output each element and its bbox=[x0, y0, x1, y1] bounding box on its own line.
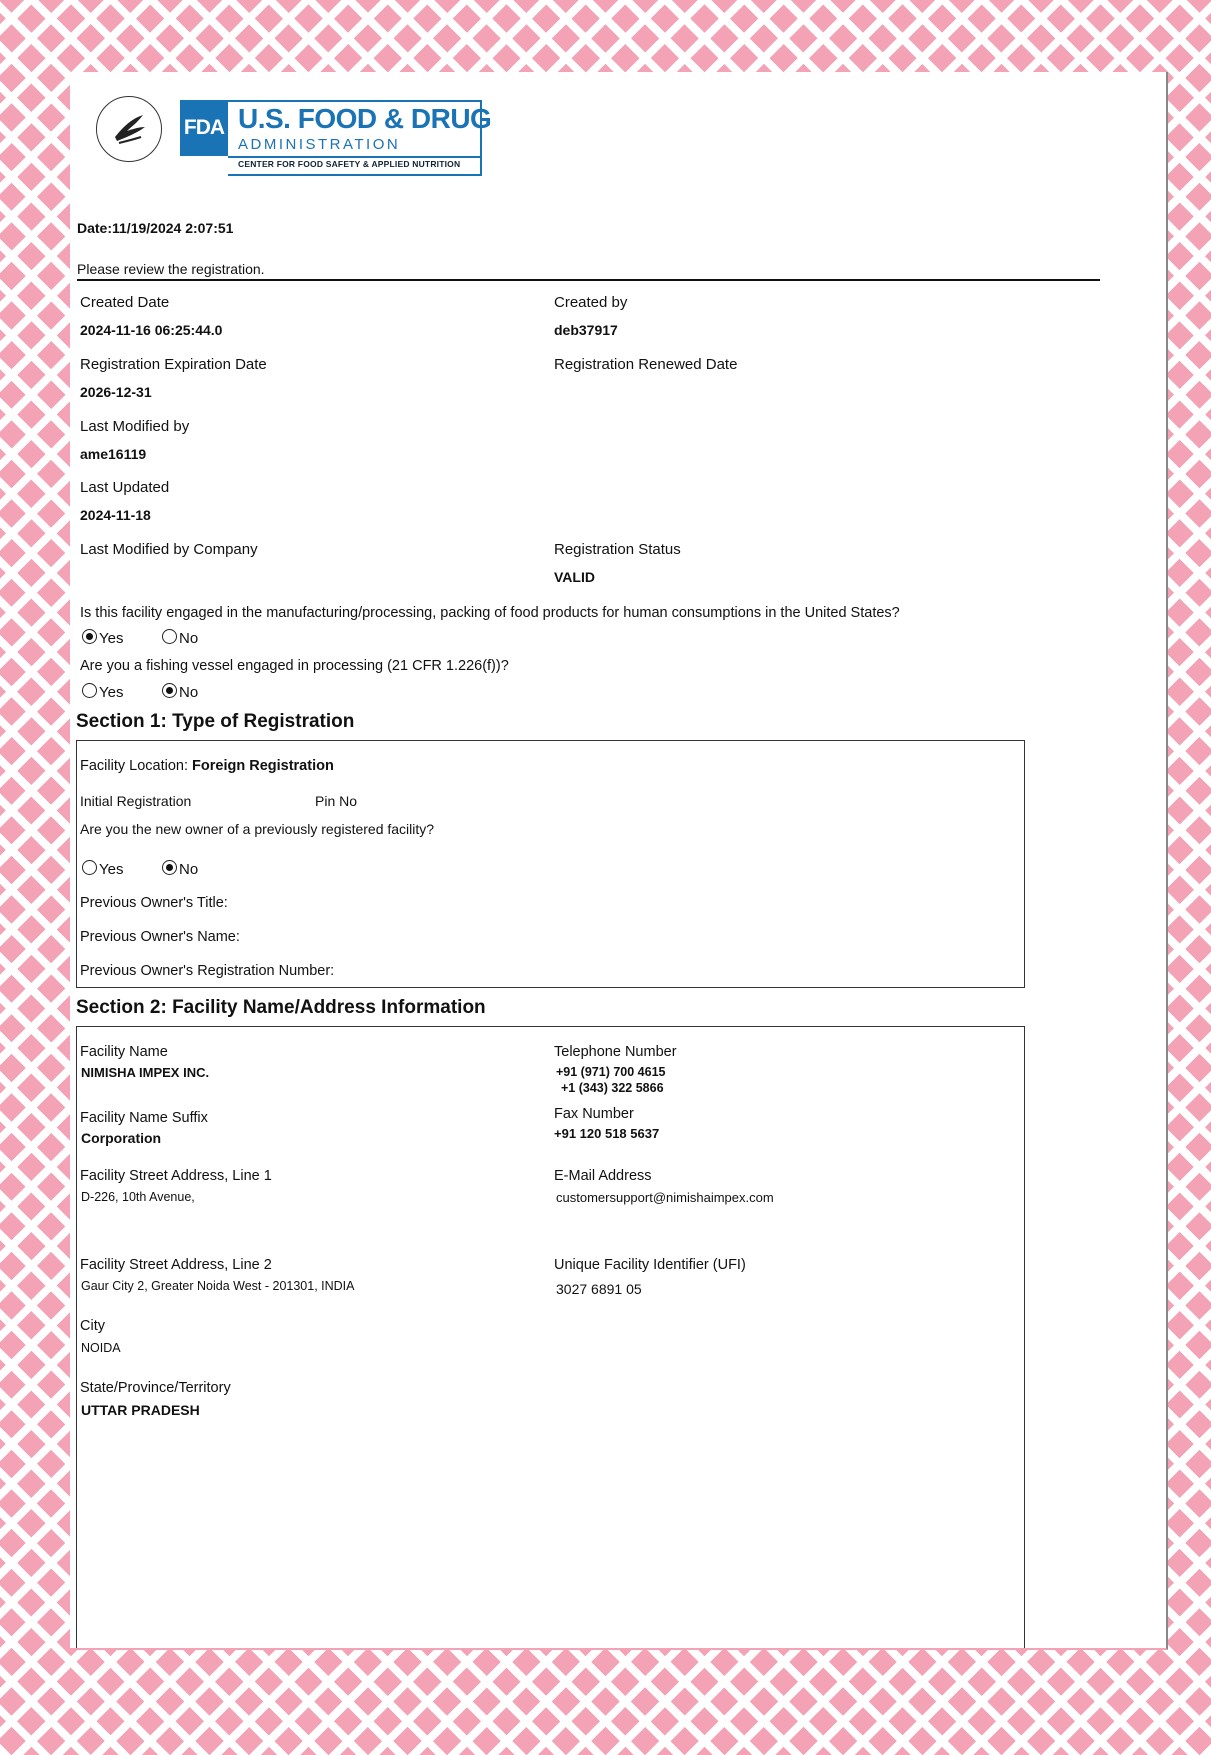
telephone-value-2: +1 (343) 322 5866 bbox=[561, 1081, 664, 1095]
email-value: customersupport@nimishaimpex.com bbox=[556, 1190, 774, 1205]
header-divider bbox=[77, 279, 1100, 281]
street2-label: Facility Street Address, Line 2 bbox=[80, 1257, 272, 1273]
status-value: VALID bbox=[554, 569, 595, 585]
fda-badge: FDA bbox=[180, 100, 228, 156]
fax-label: Fax Number bbox=[554, 1106, 634, 1122]
new-owner-question: Are you the new owner of a previously registered facility? bbox=[80, 821, 435, 837]
renewed-label: Registration Renewed Date bbox=[554, 356, 738, 373]
suffix-value: Corporation bbox=[81, 1130, 162, 1146]
radio-unchecked-icon bbox=[162, 629, 177, 644]
street2-value: Gaur City 2, Greater Noida West - 201301, INDIA bbox=[81, 1279, 355, 1293]
ufi-value: 3027 6891 05 bbox=[556, 1281, 642, 1297]
radio-checked-icon bbox=[162, 860, 177, 875]
last-updated-label: Last Updated bbox=[80, 479, 170, 496]
intro-text: Please review the registration. bbox=[77, 261, 265, 277]
ufi-label: Unique Facility Identifier (UFI) bbox=[554, 1257, 746, 1273]
street1-value: D-226, 10th Avenue, bbox=[81, 1190, 195, 1204]
city-value: NOIDA bbox=[81, 1341, 121, 1355]
last-modified-by-label: Last Modified by bbox=[80, 418, 190, 435]
initial-registration: Initial Registration bbox=[80, 793, 192, 809]
radio-checked-icon bbox=[162, 683, 177, 698]
q1-no-option[interactable] bbox=[162, 629, 198, 647]
created-by-label: Created by bbox=[554, 294, 628, 311]
q1-yes-label: Yes bbox=[99, 630, 124, 647]
prev-owner-title: Previous Owner's Title: bbox=[80, 895, 228, 911]
section2-box bbox=[76, 1026, 1025, 1650]
facility-name-value: NIMISHA IMPEX INC. bbox=[81, 1065, 210, 1080]
status-label: Registration Status bbox=[554, 541, 681, 558]
fax-value: +91 120 518 5637 bbox=[554, 1126, 660, 1141]
document-sheet bbox=[70, 72, 1168, 1650]
email-label: E-Mail Address bbox=[554, 1168, 652, 1184]
question-fishing-vessel: Are you a fishing vessel engaged in processing (21 CFR 1.226(f))? bbox=[80, 658, 509, 674]
facility-location bbox=[80, 758, 334, 774]
fda-title: U.S. FOOD & DRUG bbox=[238, 103, 492, 134]
question-human-consumption: Is this facility engaged in the manufacturing/processing, packing of food products for human consumptions in the United States? bbox=[80, 605, 900, 621]
q2-no-label: No bbox=[179, 684, 199, 701]
facility-location-value: Foreign Registration bbox=[192, 758, 334, 774]
pin-no: Pin No bbox=[315, 793, 358, 809]
q1-yes-option[interactable] bbox=[82, 629, 123, 647]
q1-no-label: No bbox=[179, 630, 199, 647]
radio-unchecked-icon bbox=[82, 683, 97, 698]
hhs-seal-icon bbox=[96, 96, 162, 162]
section2-title: Section 2: Facility Name/Address Information bbox=[76, 997, 486, 1018]
suffix-label: Facility Name Suffix bbox=[80, 1110, 208, 1126]
facility-location-label: Facility Location: bbox=[80, 758, 193, 774]
expiration-label: Registration Expiration Date bbox=[80, 356, 267, 373]
last-updated-value: 2024-11-18 bbox=[80, 507, 151, 523]
city-label: City bbox=[80, 1318, 105, 1334]
street1-label: Facility Street Address, Line 1 bbox=[80, 1168, 272, 1184]
document-date: Date:11/19/2024 2:07:51 bbox=[77, 220, 234, 236]
fda-center-name: CENTER FOR FOOD SAFETY & APPLIED NUTRITION bbox=[238, 159, 461, 169]
prev-owner-registration: Previous Owner's Registration Number: bbox=[80, 963, 335, 979]
new-owner-yes-label: Yes bbox=[99, 861, 124, 878]
section1-box bbox=[76, 740, 1025, 988]
created-date-label: Created Date bbox=[80, 294, 170, 311]
section1-title: Section 1: Type of Registration bbox=[76, 711, 355, 732]
radio-checked-icon bbox=[82, 629, 97, 644]
last-modified-by-value: ame16119 bbox=[80, 446, 147, 462]
q2-yes-option[interactable] bbox=[82, 683, 123, 701]
state-label: State/Province/Territory bbox=[80, 1380, 231, 1396]
new-owner-yes-option[interactable] bbox=[82, 860, 123, 878]
radio-unchecked-icon bbox=[82, 860, 97, 875]
fda-logo bbox=[180, 100, 492, 178]
fda-subtitle: ADMINISTRATION bbox=[238, 136, 401, 153]
created-date-value: 2024-11-16 06:25:44.0 bbox=[80, 322, 223, 338]
new-owner-no-option[interactable] bbox=[162, 860, 198, 878]
facility-name-label: Facility Name bbox=[80, 1044, 168, 1060]
telephone-value-1: +91 (971) 700 4615 bbox=[556, 1065, 666, 1079]
last-modified-company-label: Last Modified by Company bbox=[80, 541, 258, 558]
created-by-value: deb37917 bbox=[554, 322, 618, 338]
state-value: UTTAR PRADESH bbox=[81, 1402, 200, 1418]
q2-yes-label: Yes bbox=[99, 684, 124, 701]
new-owner-no-label: No bbox=[179, 861, 199, 878]
prev-owner-name: Previous Owner's Name: bbox=[80, 929, 240, 945]
expiration-value: 2026-12-31 bbox=[80, 384, 152, 400]
telephone-label: Telephone Number bbox=[554, 1044, 677, 1060]
q2-no-option[interactable] bbox=[162, 683, 198, 701]
